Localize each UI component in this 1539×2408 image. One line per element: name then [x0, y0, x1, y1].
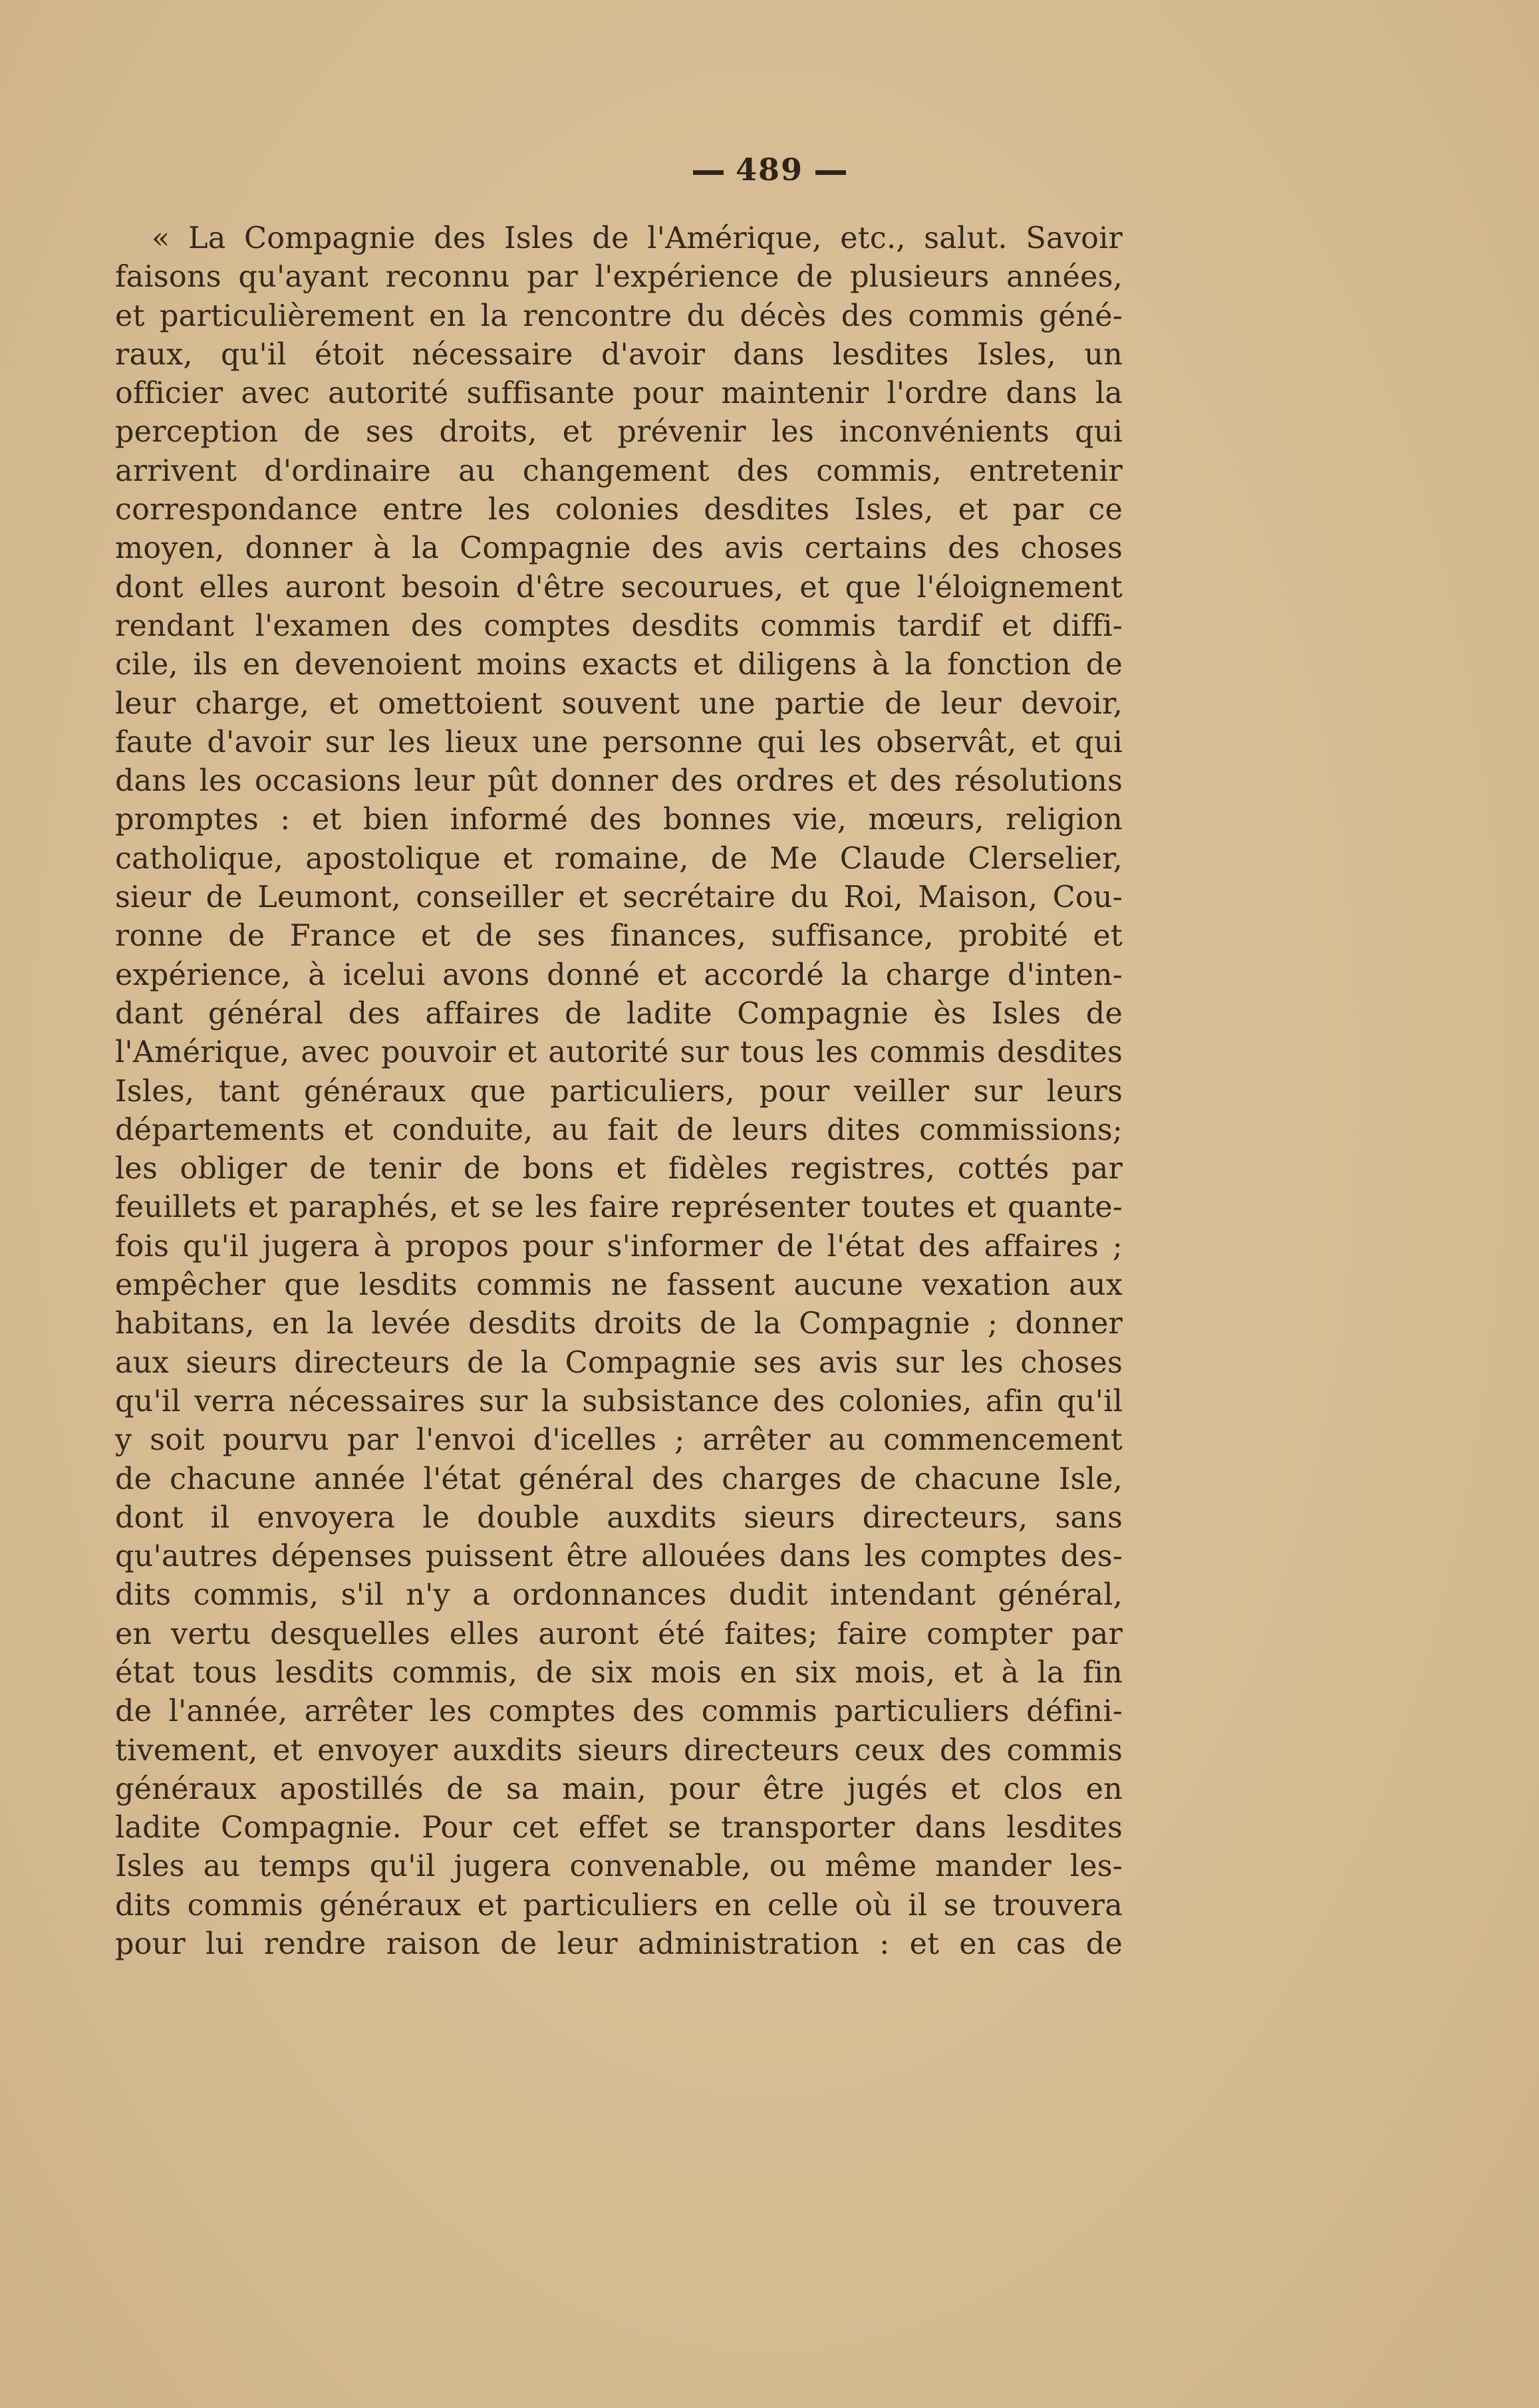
text-line: « La Compagnie des Isles de l'Amérique, etc., salut. Savoir: [152, 221, 1123, 255]
text-line: empêcher que lesdits commis ne fassent aucune vexation aux: [115, 1268, 1123, 1303]
text-line: correspondance entre les colonies desdites Isles, et par ce: [115, 493, 1123, 527]
text-line: l'Amérique, avec pouvoir et autorité sur tous les commis desdites: [115, 1035, 1123, 1070]
text-line: qu'autres dépenses puissent être allouées dans les comptes des-: [115, 1539, 1123, 1574]
text-line: catholique, apostolique et romaine, de Me Claude Clerselier,: [115, 841, 1123, 876]
text-line: dits commis, s'il n'y a ordonnances dudit intendant général,: [115, 1578, 1123, 1613]
text-line: aux sieurs directeurs de la Compagnie ses avis sur les choses: [115, 1345, 1123, 1380]
body-text: [115, 219, 1123, 1964]
text-line: dant général des affaires de ladite Compagnie ès Isles de: [115, 996, 1123, 1031]
text-line: dans les occasions leur pût donner des ordres et des résolutions: [115, 764, 1123, 799]
text-line: et particulièrement en la rencontre du décès des commis géné-: [115, 299, 1123, 333]
text-line: y soit pourvu par l'envoi d'icelles ; arrêter au commencement: [115, 1423, 1123, 1458]
text-line: ladite Compagnie. Pour cet effet se transporter dans lesdites: [115, 1811, 1123, 1845]
text-line: faisons qu'ayant reconnu par l'expérience de plusieurs années,: [115, 260, 1123, 295]
text-line: Isles au temps qu'il jugera convenable, ou même mander les-: [115, 1849, 1123, 1884]
text-line: habitans, en la levée desdits droits de la Compagnie ; donner: [115, 1307, 1123, 1341]
text-line: en vertu desquelles elles auront été faites; faire compter par: [115, 1617, 1123, 1651]
text-line: perception de ses droits, et prévenir les inconvénients qui: [115, 415, 1123, 450]
text-line: leur charge, et omettoient souvent une partie de leur devoir,: [115, 686, 1123, 721]
text-line: départements et conduite, au fait de leurs dites commissions;: [115, 1113, 1123, 1147]
text-line: sieur de Leumont, conseiller et secrétaire du Roi, Maison, Cou-: [115, 880, 1123, 915]
text-line: généraux apostillés de sa main, pour être jugés et clos en: [115, 1772, 1123, 1806]
text-line: arrivent d'ordinaire au changement des commis, entretenir: [115, 454, 1123, 488]
text-line: ronne de France et de ses finances, suffisance, probité et: [115, 919, 1123, 954]
text-line: feuillets et paraphés, et se les faire représenter toutes et quante-: [115, 1190, 1123, 1225]
text-line: Isles, tant généraux que particuliers, pour veiller sur leurs: [115, 1074, 1123, 1109]
text-line: dont il envoyera le double auxdits sieurs directeurs, sans: [115, 1500, 1123, 1535]
text-line: moyen, donner à la Compagnie des avis certains des choses: [115, 531, 1123, 566]
text-line: raux, qu'il étoit nécessaire d'avoir dans lesdites Isles, un: [115, 337, 1123, 372]
text-line: de l'année, arrêter les comptes des commis particuliers défini-: [115, 1694, 1123, 1729]
text-line: pour lui rendre raison de leur administration : et en cas de: [115, 1927, 1123, 1962]
text-line: promptes : et bien informé des bonnes vie, mœurs, religion: [115, 803, 1123, 837]
header-dash-right: [815, 170, 846, 175]
text-line: expérience, à icelui avons donné et accordé la charge d'inten-: [115, 958, 1123, 992]
text-line: cile, ils en devenoient moins exacts et diligens à la fonction de: [115, 648, 1123, 682]
text-line: fois qu'il jugera à propos pour s'informer de l'état des affaires ;: [115, 1229, 1123, 1264]
text-line: dits commis généraux et particuliers en celle où il se trouvera: [115, 1888, 1123, 1923]
text-line: qu'il verra nécessaires sur la subsistance des colonies, afin qu'il: [115, 1384, 1123, 1418]
page-number-header: [0, 152, 1539, 188]
text-line: tivement, et envoyer auxdits sieurs directeurs ceux des commis: [115, 1733, 1123, 1768]
text-line: faute d'avoir sur les lieux une personne qui les observât, et qui: [115, 725, 1123, 759]
text-line: officier avec autorité suffisante pour maintenir l'ordre dans la: [115, 376, 1123, 411]
text-line: de chacune année l'état général des charges de chacune Isle,: [115, 1462, 1123, 1496]
text-line: état tous lesdits commis, de six mois en six mois, et à la fin: [115, 1655, 1123, 1690]
text-line: dont elles auront besoin d'être secourues, et que l'éloignement: [115, 570, 1123, 604]
page-number: 489: [735, 152, 804, 188]
text-line: rendant l'examen des comptes desdits commis tardif et diffi-: [115, 608, 1123, 643]
header-dash-left: [693, 170, 724, 175]
text-line: les obliger de tenir de bons et fidèles registres, cottés par: [115, 1152, 1123, 1186]
